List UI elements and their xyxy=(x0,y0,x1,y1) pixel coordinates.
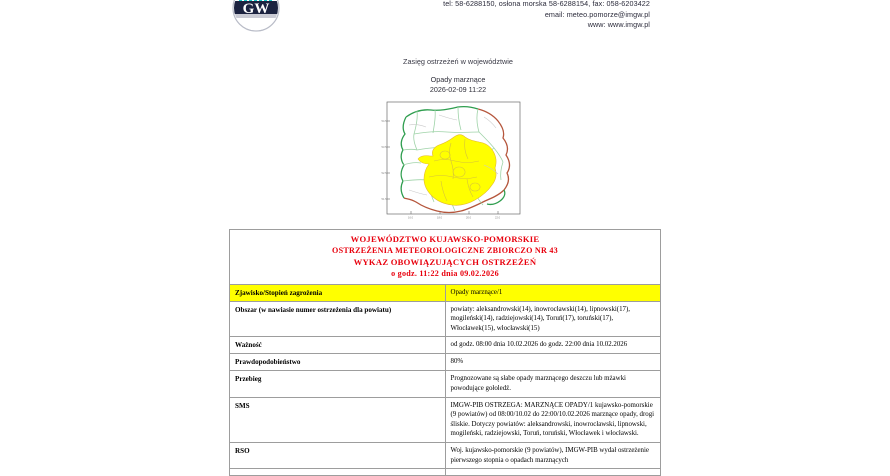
imgw-logo xyxy=(228,0,284,34)
row-label: RSO xyxy=(230,442,446,468)
logo-text: GW xyxy=(242,1,270,17)
poland-warning-map xyxy=(379,95,527,228)
map-block xyxy=(344,56,544,220)
table-row-spacer xyxy=(230,469,661,476)
table-row-sms xyxy=(230,397,661,442)
spacer-cell-left xyxy=(230,469,446,476)
title-line-3: WYKAZ OBOWIĄZUJĄCYCH OSTRZEŻEŃ xyxy=(353,256,537,267)
row-value: Woj. kujawsko-pomorskie (9 powiatów), IMGW-PIB wydał ostrzeżenie pierwszego stopnia o opadach marznących xyxy=(445,442,661,468)
table-row-rso xyxy=(230,442,661,468)
row-label: Zjawisko/Stopień zagrożenia xyxy=(230,284,446,301)
map-caption: Zasięg ostrzeżeń w województwie xyxy=(403,57,513,66)
spacer-cell-right xyxy=(445,469,661,476)
row-label: Przebieg xyxy=(230,371,446,397)
row-value: Prognozowane są słabe opady marznącego deszczu lub mżawki powodujące gołoledź. xyxy=(445,371,661,397)
contact-line-email: email: meteo.pomorze@imgw.pl xyxy=(544,9,650,19)
warning-table-wrapper xyxy=(229,229,661,476)
title-line-1: WOJEWÓDZTWO KUJAWSKO-POMORSKIE xyxy=(350,234,540,244)
row-value: od godz. 08:00 dnia 10.02.2026 do godz. 22:00 dnia 10.02.2026 xyxy=(445,337,661,354)
row-label: Prawdopodobieństwo xyxy=(230,354,446,371)
table-row-phenomenon xyxy=(230,284,661,301)
table-row-probability xyxy=(230,354,661,371)
row-value: IMGW-PIB OSTRZEGA: MARZNĄCE OPADY/1 kujawsko-pomorskie (9 powiatów) od 08:00/10.02 do 22:00/10.02.2026 marznące opady, drogi śliskie. Dotyczy powiatów: aleksandrowski, inowrocławski, lipnowski, mogileński, radziejowski, Toruń, toruński, Włocławek i włocławski. xyxy=(445,397,661,442)
map-phenomenon-label: Opady marznące xyxy=(430,75,486,84)
svg-text:54.5: 54.5 xyxy=(381,120,387,123)
svg-text:18.0: 18.0 xyxy=(437,216,443,220)
warning-table xyxy=(229,229,661,476)
table-row-validity xyxy=(230,337,661,354)
row-value: Opady marznące/1 xyxy=(445,284,661,301)
svg-text:16.0: 16.0 xyxy=(408,216,414,220)
table-title-cell xyxy=(230,230,661,285)
svg-text:20.0: 20.0 xyxy=(466,216,472,220)
svg-text:53.5: 53.5 xyxy=(381,146,387,149)
title-line-2: OSTRZEŻENIA METEOROLOGICZNE ZBIORCZO NR 43 xyxy=(332,246,558,256)
title-line-4: o godz. 11:22 dnia 09.02.2026 xyxy=(391,269,499,279)
map-subtitle xyxy=(344,75,544,94)
table-row-area xyxy=(230,301,661,337)
table-row-course xyxy=(230,371,661,397)
row-value: 80% xyxy=(445,354,661,371)
contact-block xyxy=(398,0,650,31)
row-label: SMS xyxy=(230,397,446,442)
row-label: Obszar (w nawiasie numer ostrzeżenia dla powiatu) xyxy=(230,301,446,337)
svg-text:51.5: 51.5 xyxy=(381,198,387,201)
table-title-row xyxy=(230,230,661,285)
row-value: powiaty: aleksandrowski(14), inowrocławski(14), lipnowski(17), mogileński(14), radziejowski(14), Toruń(17), toruński(17), Włocławek(15), włocławski(15) xyxy=(445,301,661,337)
page-header xyxy=(0,0,890,46)
svg-text:22.0: 22.0 xyxy=(495,216,501,220)
row-label: Ważność xyxy=(230,337,446,354)
contact-line-www: www: www.imgw.pl xyxy=(587,20,650,29)
svg-text:52.5: 52.5 xyxy=(381,172,387,175)
contact-line-phone: tel: 58-6288150, osłona morska 58-6288154, fax: 058-6203422 xyxy=(443,0,650,8)
map-timestamp-label: 2026-02-09 11:22 xyxy=(429,84,487,94)
